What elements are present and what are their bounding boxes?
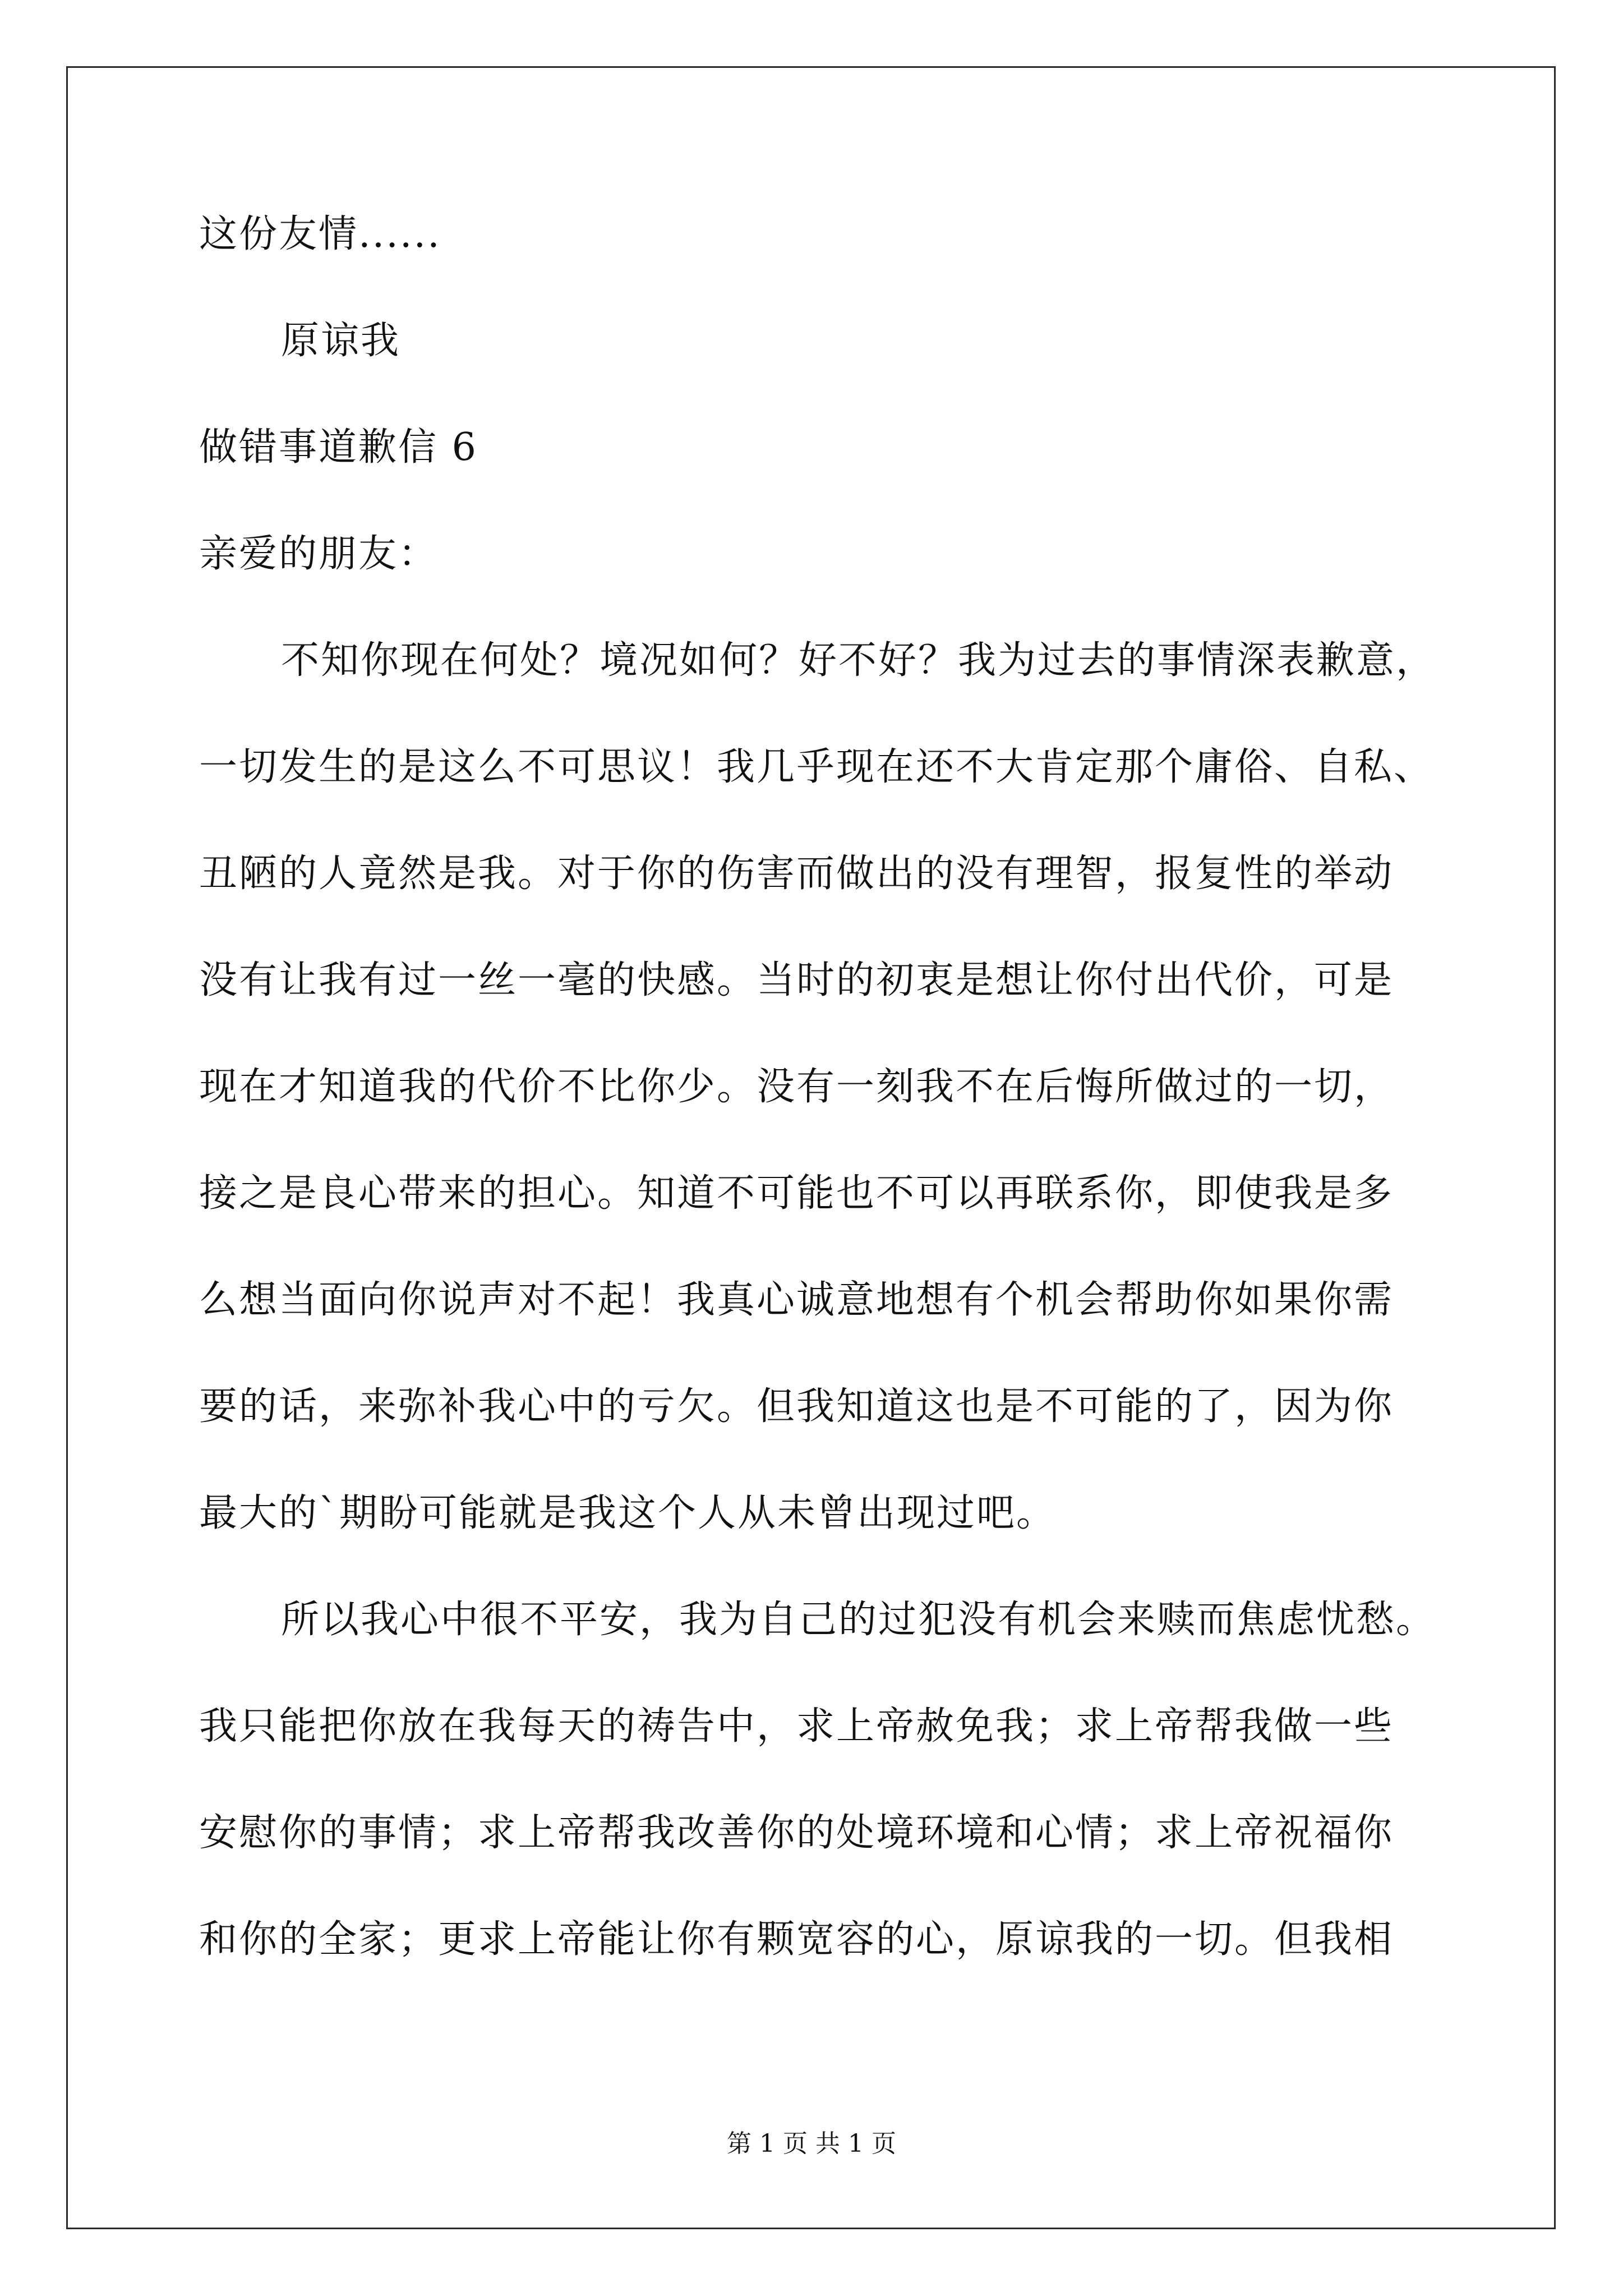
paragraph-line: 没有让我有过一丝一毫的快感。当时的初衷是想让你付出代价，可是: [199, 958, 1394, 1002]
paragraph-line: 最大的`期盼可能就是我这个人从未曾出现过吧。: [199, 1491, 1057, 1535]
paragraph-line: 现在才知道我的代价不比你少。没有一刻我不在后悔所做过的一切，: [199, 1065, 1394, 1109]
text-line-closing: 这份友情......: [199, 212, 441, 256]
paragraph-line: 丑陋的人竟然是我。对于你的伤害而做出的没有理智，报复性的举动: [199, 852, 1394, 896]
letter-title: 做错事道歉信 6: [199, 425, 478, 470]
paragraph-line: 不知你现在何处？境况如何？好不好？我为过去的事情深表歉意，: [281, 638, 1436, 683]
page-number: 第 1 页 共 1 页: [727, 2129, 896, 2158]
paragraph-line: 要的话，来弥补我心中的亏欠。但我知道这也是不可能的了，因为你: [199, 1384, 1394, 1429]
paragraph-line: 安慰你的事情；求上帝帮我改善你的处境环境和心情；求上帝祝福你: [199, 1811, 1394, 1855]
paragraph-line: 和你的全家；更求上帝能让你有颗宽容的心，原谅我的一切。但我相: [199, 1917, 1394, 1962]
paragraph-line: 我只能把你放在我每天的祷告中，求上帝赦免我；求上帝帮我做一些: [199, 1704, 1394, 1749]
text-line-signature: 原谅我: [281, 319, 401, 363]
paragraph-line: 接之是良心带来的担心。知道不可能也不可以再联系你，即使我是多: [199, 1171, 1394, 1216]
paragraph-line: 一切发生的是这么不可思议！我几乎现在还不大肯定那个庸俗、自私、: [199, 745, 1434, 789]
paragraph-line: 么想当面向你说声对不起！我真心诚意地想有个机会帮助你如果你需: [199, 1278, 1394, 1322]
page-border: [66, 66, 1556, 2229]
paragraph-line: 所以我心中很不平安，我为自己的过犯没有机会来赎而焦虑忧愁。: [281, 1598, 1436, 1642]
letter-salutation: 亲爱的朋友：: [199, 532, 439, 576]
